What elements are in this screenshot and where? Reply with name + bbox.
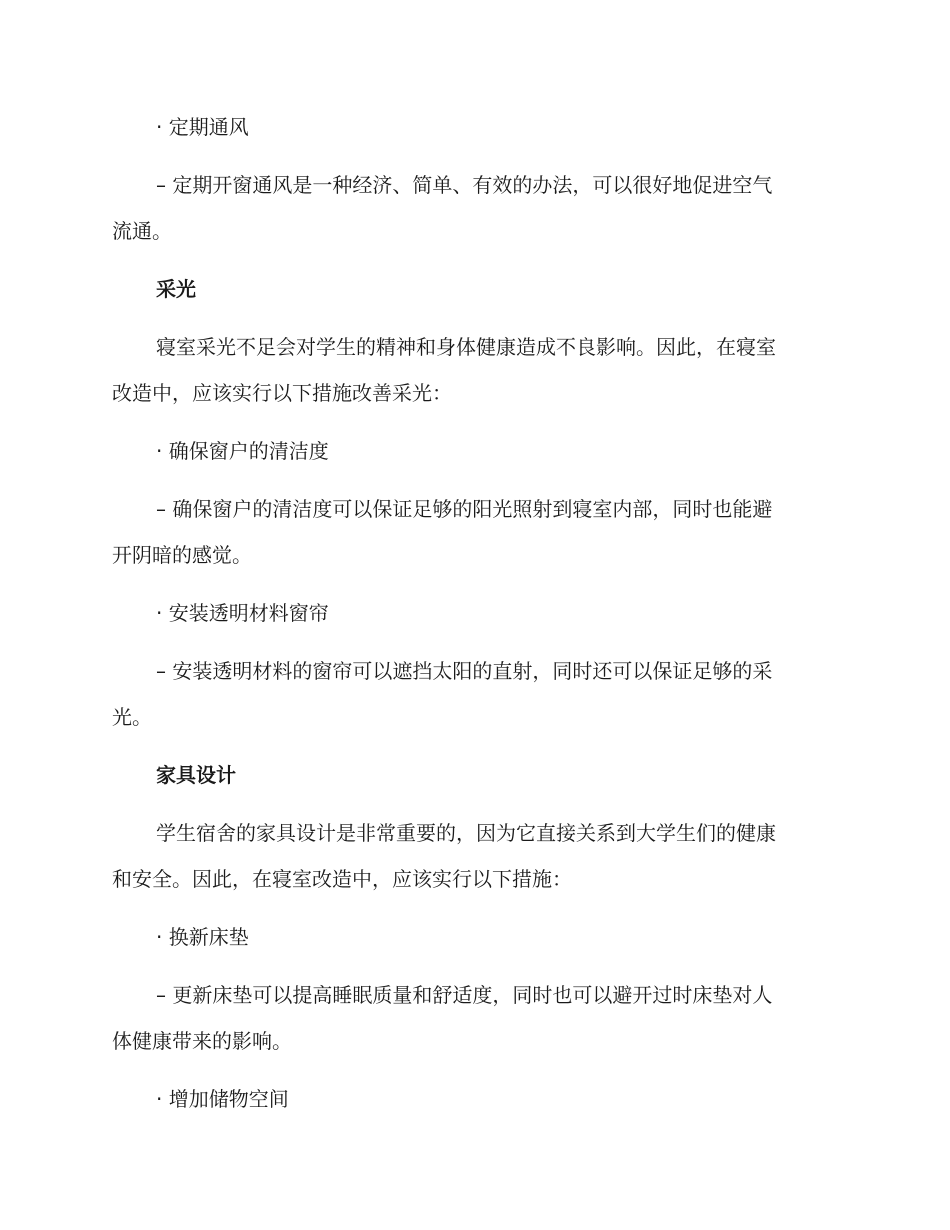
paragraph: [112, 648, 828, 740]
bullet-text: · 换新床垫: [156, 925, 249, 949]
paragraph-line: – 定期开窗通风是一种经济、简单、有效的办法，可以很好地促进空气: [156, 173, 773, 197]
paragraph-line: 学生宿舍的家具设计是非常重要的，因为它直接关系到大学生们的健康: [156, 821, 776, 845]
bullet-item: [112, 104, 828, 150]
paragraph: [112, 486, 828, 578]
heading-text: 采光: [156, 277, 196, 301]
paragraph-line: 体健康带来的影响。: [112, 1029, 292, 1053]
paragraph-line: – 确保窗户的清洁度可以保证足够的阳光照射到寝室内部，同时也能避: [156, 497, 773, 521]
bullet-text: · 确保窗户的清洁度: [156, 439, 329, 463]
paragraph-line: – 安装透明材料的窗帘可以遮挡太阳的直射，同时还可以保证足够的采: [156, 659, 773, 683]
paragraph: [112, 324, 828, 416]
paragraph-line: 开阴暗的感觉。: [112, 543, 252, 567]
paragraph-line: – 更新床垫可以提高睡眠质量和舒适度，同时也可以避开过时床垫对人: [156, 983, 773, 1007]
bullet-text: · 增加储物空间: [156, 1087, 289, 1111]
section-heading: [112, 266, 828, 312]
bullet-item: [112, 428, 828, 474]
paragraph-line: 寝室采光不足会对学生的精神和身体健康造成不良影响。因此，在寝室: [156, 335, 776, 359]
bullet-text: · 安装透明材料窗帘: [156, 601, 329, 625]
paragraph-line: 光。: [112, 705, 152, 729]
bullet-item: [112, 1076, 828, 1122]
section-heading: [112, 752, 828, 798]
paragraph: [112, 972, 828, 1064]
bullet-item: [112, 914, 828, 960]
paragraph: [112, 810, 828, 902]
paragraph-line: 改造中，应该实行以下措施改善采光：: [112, 381, 452, 405]
paragraph: [112, 162, 828, 254]
paragraph-line: 和安全。因此，在寝室改造中，应该实行以下措施：: [112, 867, 572, 891]
bullet-item: [112, 590, 828, 636]
bullet-text: · 定期通风: [156, 115, 249, 139]
heading-text: 家具设计: [156, 763, 236, 787]
paragraph-line: 流通。: [112, 219, 172, 243]
document-body: [112, 104, 828, 1134]
